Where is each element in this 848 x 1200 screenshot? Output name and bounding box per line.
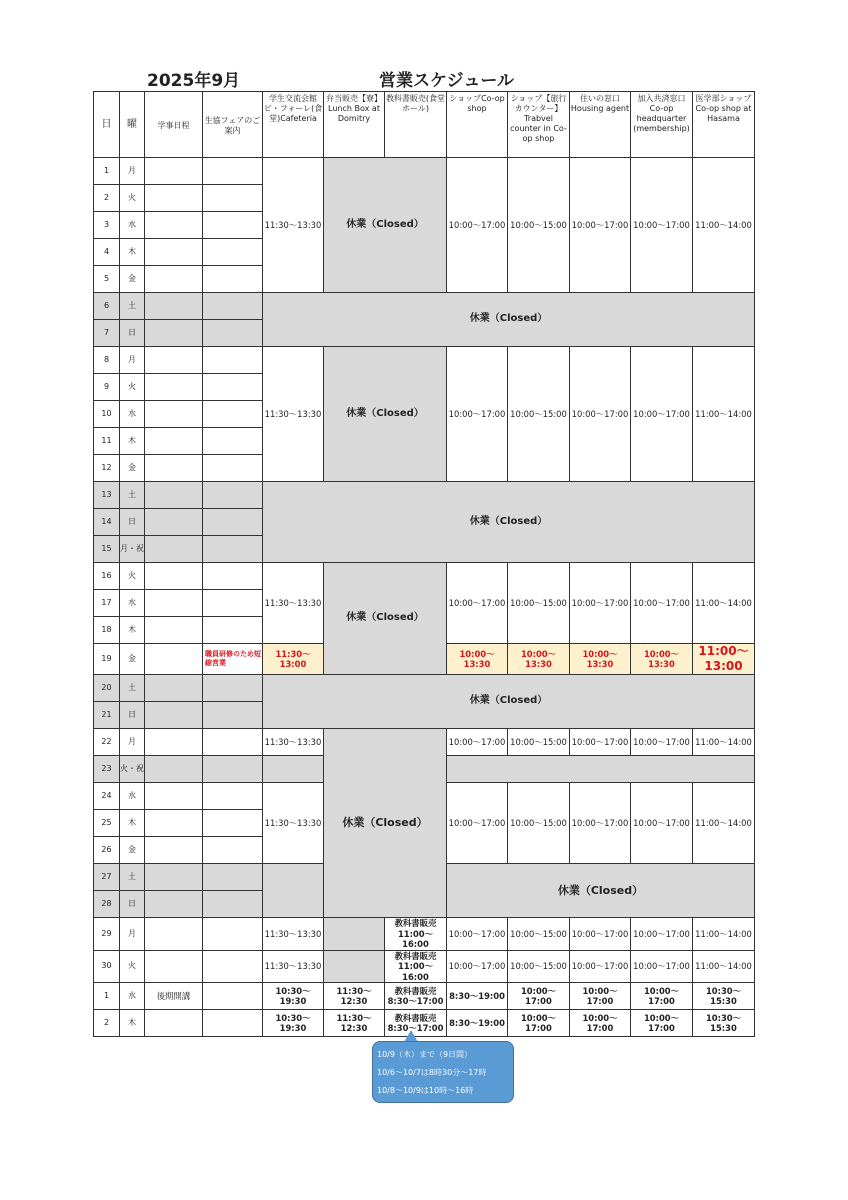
header-fair: 生協フェアのご案内 bbox=[203, 92, 263, 158]
fair-cell bbox=[203, 374, 263, 401]
shop-hours-short: 10:00～13:30 bbox=[447, 644, 508, 675]
cafeteria-hours: 11:30～13:30 bbox=[263, 918, 324, 951]
day-number: 7 bbox=[94, 320, 120, 347]
day-number: 6 bbox=[94, 293, 120, 320]
travel-hours: 10:00～15:00 bbox=[508, 563, 570, 644]
cafeteria-hours: 10:30～19:30 bbox=[263, 1010, 324, 1037]
day-number: 28 bbox=[94, 891, 120, 918]
lunchbox-closed bbox=[324, 950, 385, 983]
membership-hours: 10:00～17:00 bbox=[631, 158, 693, 293]
callout-line-2: 10/6～10/7は8時30分～17時 bbox=[377, 1068, 487, 1077]
fair-cell bbox=[203, 563, 263, 590]
closed-cell: 休業（Closed） bbox=[324, 158, 447, 293]
weekday: 火 bbox=[120, 950, 145, 983]
fair-cell bbox=[203, 509, 263, 536]
housing-hours: 10:00～17:00 bbox=[570, 158, 631, 293]
table-row bbox=[94, 482, 755, 509]
day-number: 10 bbox=[94, 401, 120, 428]
academic-cell bbox=[145, 428, 203, 455]
weekday: 土 bbox=[120, 482, 145, 509]
weekday: 日 bbox=[120, 891, 145, 918]
academic-cell bbox=[145, 644, 203, 675]
closed-cell: 休業（Closed） bbox=[324, 729, 447, 918]
day-number: 11 bbox=[94, 428, 120, 455]
academic-cell bbox=[145, 864, 203, 891]
closed-cell: 休業（Closed） bbox=[447, 864, 755, 918]
day-number: 22 bbox=[94, 729, 120, 756]
fair-cell bbox=[203, 891, 263, 918]
closed-cell: 休業（Closed） bbox=[263, 675, 755, 729]
day-number: 13 bbox=[94, 482, 120, 509]
header-cafeteria: 学生交流会館ビ・フォーレ(食堂)Cafeteria bbox=[263, 92, 324, 158]
academic-cell bbox=[145, 455, 203, 482]
academic-cell bbox=[145, 374, 203, 401]
housing-hours: 10:00～17:00 bbox=[570, 347, 631, 482]
table-row bbox=[94, 729, 755, 756]
fair-cell bbox=[203, 675, 263, 702]
fair-note: 職員研修のため短縮営業 bbox=[203, 644, 263, 675]
shop-hours: 8:30～19:00 bbox=[447, 1010, 508, 1037]
fair-cell bbox=[203, 455, 263, 482]
medshop-hours: 11:00～14:00 bbox=[693, 950, 755, 983]
academic-cell bbox=[145, 347, 203, 374]
day-number: 1 bbox=[94, 983, 120, 1010]
fair-cell bbox=[203, 428, 263, 455]
table-row bbox=[94, 563, 755, 590]
shop-hours: 10:00～17:00 bbox=[447, 950, 508, 983]
table-row bbox=[94, 293, 755, 320]
membership-hours: 10:00～17:00 bbox=[631, 783, 693, 864]
medshop-hours: 11:00～14:00 bbox=[693, 783, 755, 864]
fair-cell bbox=[203, 401, 263, 428]
medshop-hours: 11:00～14:00 bbox=[693, 729, 755, 756]
cafeteria-hours: 11:30～13:30 bbox=[263, 158, 324, 293]
weekday: 金 bbox=[120, 266, 145, 293]
day-number: 3 bbox=[94, 212, 120, 239]
academic-cell: 後期開講 bbox=[145, 983, 203, 1010]
academic-cell bbox=[145, 239, 203, 266]
weekday: 月 bbox=[120, 158, 145, 185]
cafeteria-hours: 11:30～13:30 bbox=[263, 563, 324, 644]
academic-cell bbox=[145, 509, 203, 536]
day-number: 20 bbox=[94, 675, 120, 702]
medshop-hours-short: 11:00～13:00 bbox=[693, 644, 755, 675]
academic-cell bbox=[145, 617, 203, 644]
month-title: 2025年9月 bbox=[147, 71, 241, 91]
travel-hours: 10:00～15:00 bbox=[508, 950, 570, 983]
header-lunchbox: 弁当販売【寮】Lunch Box at Domitry bbox=[324, 92, 385, 158]
membership-hours: 10:00～17:00 bbox=[631, 983, 693, 1010]
weekday: 日 bbox=[120, 509, 145, 536]
shop-hours: 10:00～17:00 bbox=[447, 158, 508, 293]
header-travel: ショップ【旅行カウンター】Trabvel counter in Co-op shop bbox=[508, 92, 570, 158]
lunchbox-closed bbox=[324, 918, 385, 951]
weekday: 水 bbox=[120, 212, 145, 239]
academic-cell bbox=[145, 756, 203, 783]
academic-cell bbox=[145, 320, 203, 347]
day-number: 26 bbox=[94, 837, 120, 864]
day-number: 14 bbox=[94, 509, 120, 536]
closed-cell: 休業（Closed） bbox=[263, 482, 755, 563]
weekday: 火 bbox=[120, 374, 145, 401]
gray-cell bbox=[263, 864, 324, 918]
medshop-hours: 11:00～14:00 bbox=[693, 918, 755, 951]
fair-cell bbox=[203, 266, 263, 293]
table-row bbox=[94, 950, 755, 983]
housing-hours-short: 10:00～13:30 bbox=[570, 644, 631, 675]
fair-cell bbox=[203, 756, 263, 783]
callout-line-1: 10/9（木）まで（9日間） bbox=[377, 1050, 473, 1059]
lunchbox-hours: 11:30～12:30 bbox=[324, 1010, 385, 1037]
weekday: 火・祝 bbox=[120, 756, 145, 783]
academic-cell bbox=[145, 185, 203, 212]
academic-cell bbox=[145, 563, 203, 590]
academic-cell bbox=[145, 950, 203, 983]
weekday: 土 bbox=[120, 864, 145, 891]
weekday: 火 bbox=[120, 563, 145, 590]
table-row bbox=[94, 1010, 755, 1037]
textbook-sale-hours: 教科書販売8:30～17:00 bbox=[385, 983, 447, 1010]
fair-cell bbox=[203, 482, 263, 509]
fair-cell bbox=[203, 347, 263, 374]
lunchbox-hours: 11:30～12:30 bbox=[324, 983, 385, 1010]
fair-cell bbox=[203, 239, 263, 266]
gray-cell bbox=[263, 756, 324, 783]
medshop-hours: 11:00～14:00 bbox=[693, 563, 755, 644]
cafeteria-hours: 11:30～13:30 bbox=[263, 950, 324, 983]
weekday: 土 bbox=[120, 675, 145, 702]
weekday: 木 bbox=[120, 810, 145, 837]
header-academic: 学事日程 bbox=[145, 92, 203, 158]
academic-cell bbox=[145, 212, 203, 239]
weekday: 日 bbox=[120, 702, 145, 729]
weekday: 月 bbox=[120, 918, 145, 951]
shop-hours: 10:00～17:00 bbox=[447, 918, 508, 951]
textbook-sale-callout bbox=[372, 1041, 514, 1103]
weekday: 水 bbox=[120, 983, 145, 1010]
cafeteria-hours: 11:30～13:30 bbox=[263, 783, 324, 864]
travel-hours: 10:00～15:00 bbox=[508, 347, 570, 482]
day-number: 15 bbox=[94, 536, 120, 563]
shop-hours: 10:00～17:00 bbox=[447, 347, 508, 482]
day-number: 12 bbox=[94, 455, 120, 482]
academic-cell bbox=[145, 401, 203, 428]
weekday: 土 bbox=[120, 293, 145, 320]
header-housing: 住いの窓口Housing agent bbox=[570, 92, 631, 158]
day-number: 18 bbox=[94, 617, 120, 644]
membership-hours-short: 10:00～13:30 bbox=[631, 644, 693, 675]
membership-hours: 10:00～17:00 bbox=[631, 1010, 693, 1037]
schedule-table bbox=[93, 91, 755, 1037]
fair-cell bbox=[203, 950, 263, 983]
academic-cell bbox=[145, 536, 203, 563]
callout-line-3: 10/8～10/9は10時～16時 bbox=[377, 1086, 474, 1095]
fair-cell bbox=[203, 1010, 263, 1037]
weekday: 木 bbox=[120, 428, 145, 455]
membership-hours: 10:00～17:00 bbox=[631, 729, 693, 756]
day-number: 4 bbox=[94, 239, 120, 266]
weekday: 金 bbox=[120, 837, 145, 864]
membership-hours: 10:00～17:00 bbox=[631, 563, 693, 644]
weekday: 木 bbox=[120, 1010, 145, 1037]
academic-cell bbox=[145, 729, 203, 756]
fair-cell bbox=[203, 729, 263, 756]
housing-hours: 10:00～17:00 bbox=[570, 783, 631, 864]
day-number: 19 bbox=[94, 644, 120, 675]
day-number: 9 bbox=[94, 374, 120, 401]
fair-cell bbox=[203, 918, 263, 951]
travel-hours: 10:00～15:00 bbox=[508, 158, 570, 293]
travel-hours: 10:00～17:00 bbox=[508, 983, 570, 1010]
weekday: 月 bbox=[120, 729, 145, 756]
weekday: 木 bbox=[120, 239, 145, 266]
header-shop: ショップCo-op shop bbox=[447, 92, 508, 158]
weekday: 月・祝 bbox=[120, 536, 145, 563]
weekday: 金 bbox=[120, 644, 145, 675]
day-number: 27 bbox=[94, 864, 120, 891]
academic-cell bbox=[145, 918, 203, 951]
page-title: 営業スケジュール bbox=[379, 71, 514, 91]
medshop-hours: 10:30～15:30 bbox=[693, 1010, 755, 1037]
fair-cell bbox=[203, 617, 263, 644]
weekday: 木 bbox=[120, 617, 145, 644]
day-number: 1 bbox=[94, 158, 120, 185]
housing-hours: 10:00～17:00 bbox=[570, 563, 631, 644]
housing-hours: 10:00～17:00 bbox=[570, 983, 631, 1010]
fair-cell bbox=[203, 590, 263, 617]
header-day: 日 bbox=[94, 92, 120, 158]
weekday: 水 bbox=[120, 590, 145, 617]
cafeteria-hours: 10:30～19:30 bbox=[263, 983, 324, 1010]
academic-cell bbox=[145, 783, 203, 810]
fair-cell bbox=[203, 702, 263, 729]
travel-hours: 10:00～17:00 bbox=[508, 1010, 570, 1037]
housing-hours: 10:00～17:00 bbox=[570, 1010, 631, 1037]
shop-hours: 8:30～19:00 bbox=[447, 983, 508, 1010]
day-number: 23 bbox=[94, 756, 120, 783]
textbook-sale-hours: 教科書販売11:00～16:00 bbox=[385, 950, 447, 983]
academic-cell bbox=[145, 1010, 203, 1037]
header-membership: 加入共済窓口Co-op headquarter (membership) bbox=[631, 92, 693, 158]
cafeteria-hours: 11:30～13:30 bbox=[263, 729, 324, 756]
housing-hours: 10:00～17:00 bbox=[570, 918, 631, 951]
academic-cell bbox=[145, 266, 203, 293]
day-number: 24 bbox=[94, 783, 120, 810]
fair-cell bbox=[203, 783, 263, 810]
textbook-sale-hours: 教科書販売8:30～17:00 bbox=[385, 1010, 447, 1037]
weekday: 水 bbox=[120, 783, 145, 810]
fair-cell bbox=[203, 983, 263, 1010]
academic-cell bbox=[145, 158, 203, 185]
fair-cell bbox=[203, 293, 263, 320]
day-number: 21 bbox=[94, 702, 120, 729]
academic-cell bbox=[145, 293, 203, 320]
membership-hours: 10:00～17:00 bbox=[631, 918, 693, 951]
textbook-sale-hours: 教科書販売11:00～16:00 bbox=[385, 918, 447, 951]
closed-cell: 休業（Closed） bbox=[263, 293, 755, 347]
header-weekday: 曜 bbox=[120, 92, 145, 158]
travel-hours: 10:00～15:00 bbox=[508, 783, 570, 864]
gray-cell bbox=[447, 756, 755, 783]
membership-hours: 10:00～17:00 bbox=[631, 347, 693, 482]
header-textbook: 教科書販売(食堂ホール) bbox=[385, 92, 447, 158]
shop-hours: 10:00～17:00 bbox=[447, 563, 508, 644]
weekday: 金 bbox=[120, 455, 145, 482]
medshop-hours: 11:00～14:00 bbox=[693, 158, 755, 293]
shop-hours: 10:00～17:00 bbox=[447, 783, 508, 864]
medshop-hours: 11:00～14:00 bbox=[693, 347, 755, 482]
fair-cell bbox=[203, 320, 263, 347]
table-row bbox=[94, 158, 755, 185]
travel-hours-short: 10:00～13:30 bbox=[508, 644, 570, 675]
fair-cell bbox=[203, 536, 263, 563]
fair-cell bbox=[203, 185, 263, 212]
membership-hours: 10:00～17:00 bbox=[631, 950, 693, 983]
weekday: 火 bbox=[120, 185, 145, 212]
header-medshop: 医学部ショップCo-op shop at Hasama bbox=[693, 92, 755, 158]
shop-hours: 10:00～17:00 bbox=[447, 729, 508, 756]
table-row bbox=[94, 983, 755, 1010]
housing-hours: 10:00～17:00 bbox=[570, 950, 631, 983]
housing-hours: 10:00～17:00 bbox=[570, 729, 631, 756]
day-number: 29 bbox=[94, 918, 120, 951]
table-row bbox=[94, 347, 755, 374]
weekday: 水 bbox=[120, 401, 145, 428]
medshop-hours: 10:30～15:30 bbox=[693, 983, 755, 1010]
cafeteria-hours: 11:30～13:30 bbox=[263, 347, 324, 482]
fair-cell bbox=[203, 158, 263, 185]
day-number: 5 bbox=[94, 266, 120, 293]
day-number: 8 bbox=[94, 347, 120, 374]
academic-cell bbox=[145, 702, 203, 729]
travel-hours: 10:00～15:00 bbox=[508, 729, 570, 756]
weekday: 日 bbox=[120, 320, 145, 347]
day-number: 30 bbox=[94, 950, 120, 983]
day-number: 2 bbox=[94, 185, 120, 212]
academic-cell bbox=[145, 590, 203, 617]
academic-cell bbox=[145, 891, 203, 918]
fair-cell bbox=[203, 837, 263, 864]
table-row bbox=[94, 675, 755, 702]
fair-cell bbox=[203, 212, 263, 239]
weekday: 月 bbox=[120, 347, 145, 374]
closed-cell: 休業（Closed） bbox=[324, 563, 447, 675]
fair-cell bbox=[203, 864, 263, 891]
day-number: 16 bbox=[94, 563, 120, 590]
academic-cell bbox=[145, 482, 203, 509]
academic-cell bbox=[145, 810, 203, 837]
travel-hours: 10:00～15:00 bbox=[508, 918, 570, 951]
day-number: 25 bbox=[94, 810, 120, 837]
table-row bbox=[94, 918, 755, 951]
cafeteria-hours-short: 11:30～13:00 bbox=[263, 644, 324, 675]
day-number: 2 bbox=[94, 1010, 120, 1037]
day-number: 17 bbox=[94, 590, 120, 617]
closed-cell: 休業（Closed） bbox=[324, 347, 447, 482]
academic-cell bbox=[145, 675, 203, 702]
academic-cell bbox=[145, 837, 203, 864]
fair-cell bbox=[203, 810, 263, 837]
